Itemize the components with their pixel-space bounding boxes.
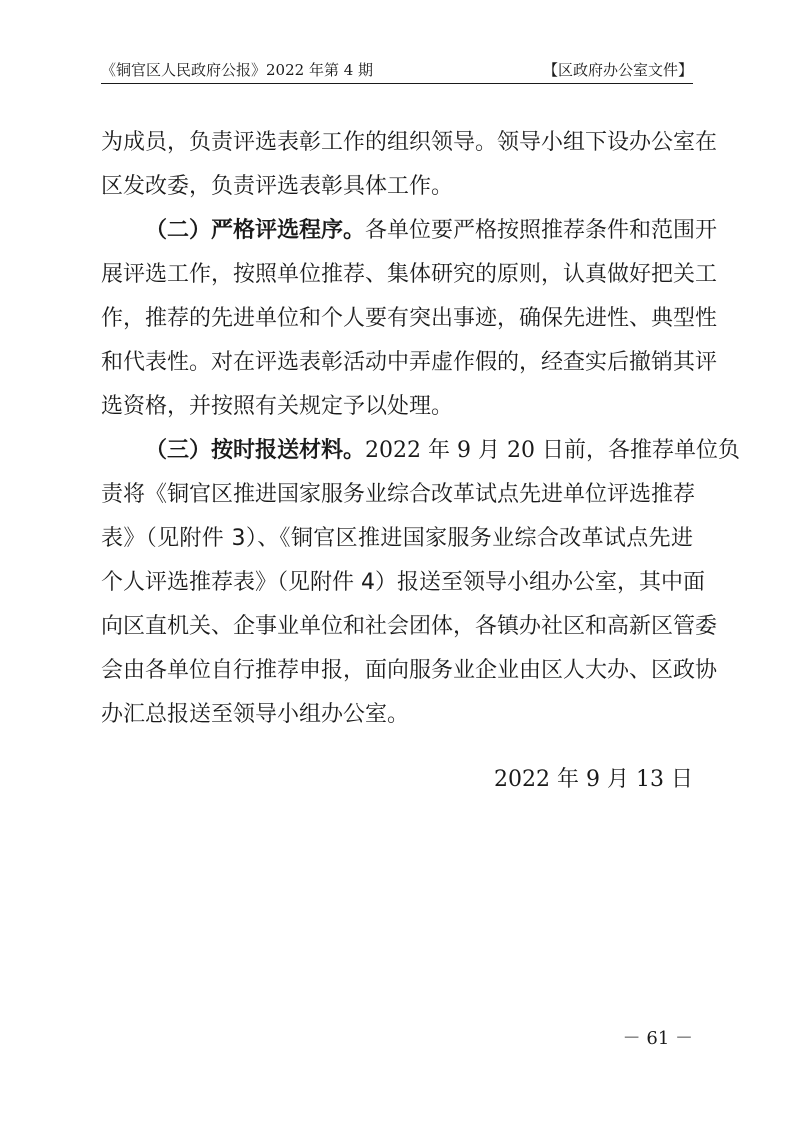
page-number: － 61 － xyxy=(622,1028,693,1049)
paragraph-line: 展评选工作，按照单位推荐、集体研究的原则，认真做好把关工 xyxy=(101,262,718,287)
paragraph-line: 为成员，负责评选表彰工作的组织领导。领导小组下设办公室在 xyxy=(101,130,718,155)
signature-date: 2022 年 9 月 13 日 xyxy=(494,767,693,792)
page-header xyxy=(101,60,693,80)
paragraph-text: ，各推荐单位负 xyxy=(585,438,740,463)
paragraph-line: 选资格，并按照有关规定予以处理。 xyxy=(101,394,454,419)
paragraph-line xyxy=(101,209,718,253)
paragraph-text: 各单位要严格按照推荐条件和范围开 xyxy=(365,218,718,243)
paragraph-line: 表》（见附件 3）、《铜官区推进国家服务业综合改革试点先进 xyxy=(101,526,693,551)
paragraph-line: 个人评选推荐表》（见附件 4）报送至领导小组办公室，其中面 xyxy=(101,570,705,595)
document-body xyxy=(101,121,740,737)
paragraph-line: 区发改委，负责评选表彰具体工作。 xyxy=(101,174,454,199)
paragraph-line: 会由各单位自行推荐申报，面向服务业企业由区人大办、区政协 xyxy=(101,658,718,683)
section-label: 【区政府办公室文件】 xyxy=(542,61,693,79)
paragraph-line: 作，推荐的先进单位和个人要有突出事迹，确保先进性、典型性 xyxy=(101,306,718,331)
publication-title: 《铜官区人民政府公报》2022 年第 4 期 xyxy=(101,61,374,79)
section-heading: （三）按时报送材料。 xyxy=(145,438,366,463)
deadline-date: 2022 年 9 月 20 日前 xyxy=(365,438,586,463)
paragraph-line: 办汇总报送至领导小组办公室。 xyxy=(101,702,410,727)
paragraph-line xyxy=(101,429,740,473)
paragraph-line: 和代表性。对在评选表彰活动中弄虚作假的，经查实后撤销其评 xyxy=(101,350,718,375)
paragraph-line: 向区直机关、企事业单位和社会团体，各镇办社区和高新区管委 xyxy=(101,614,718,639)
paragraph-line: 责将《铜官区推进国家服务业综合改革试点先进单位评选推荐 xyxy=(101,482,696,507)
section-heading: （二）严格评选程序。 xyxy=(145,218,366,243)
header-divider xyxy=(101,83,693,84)
